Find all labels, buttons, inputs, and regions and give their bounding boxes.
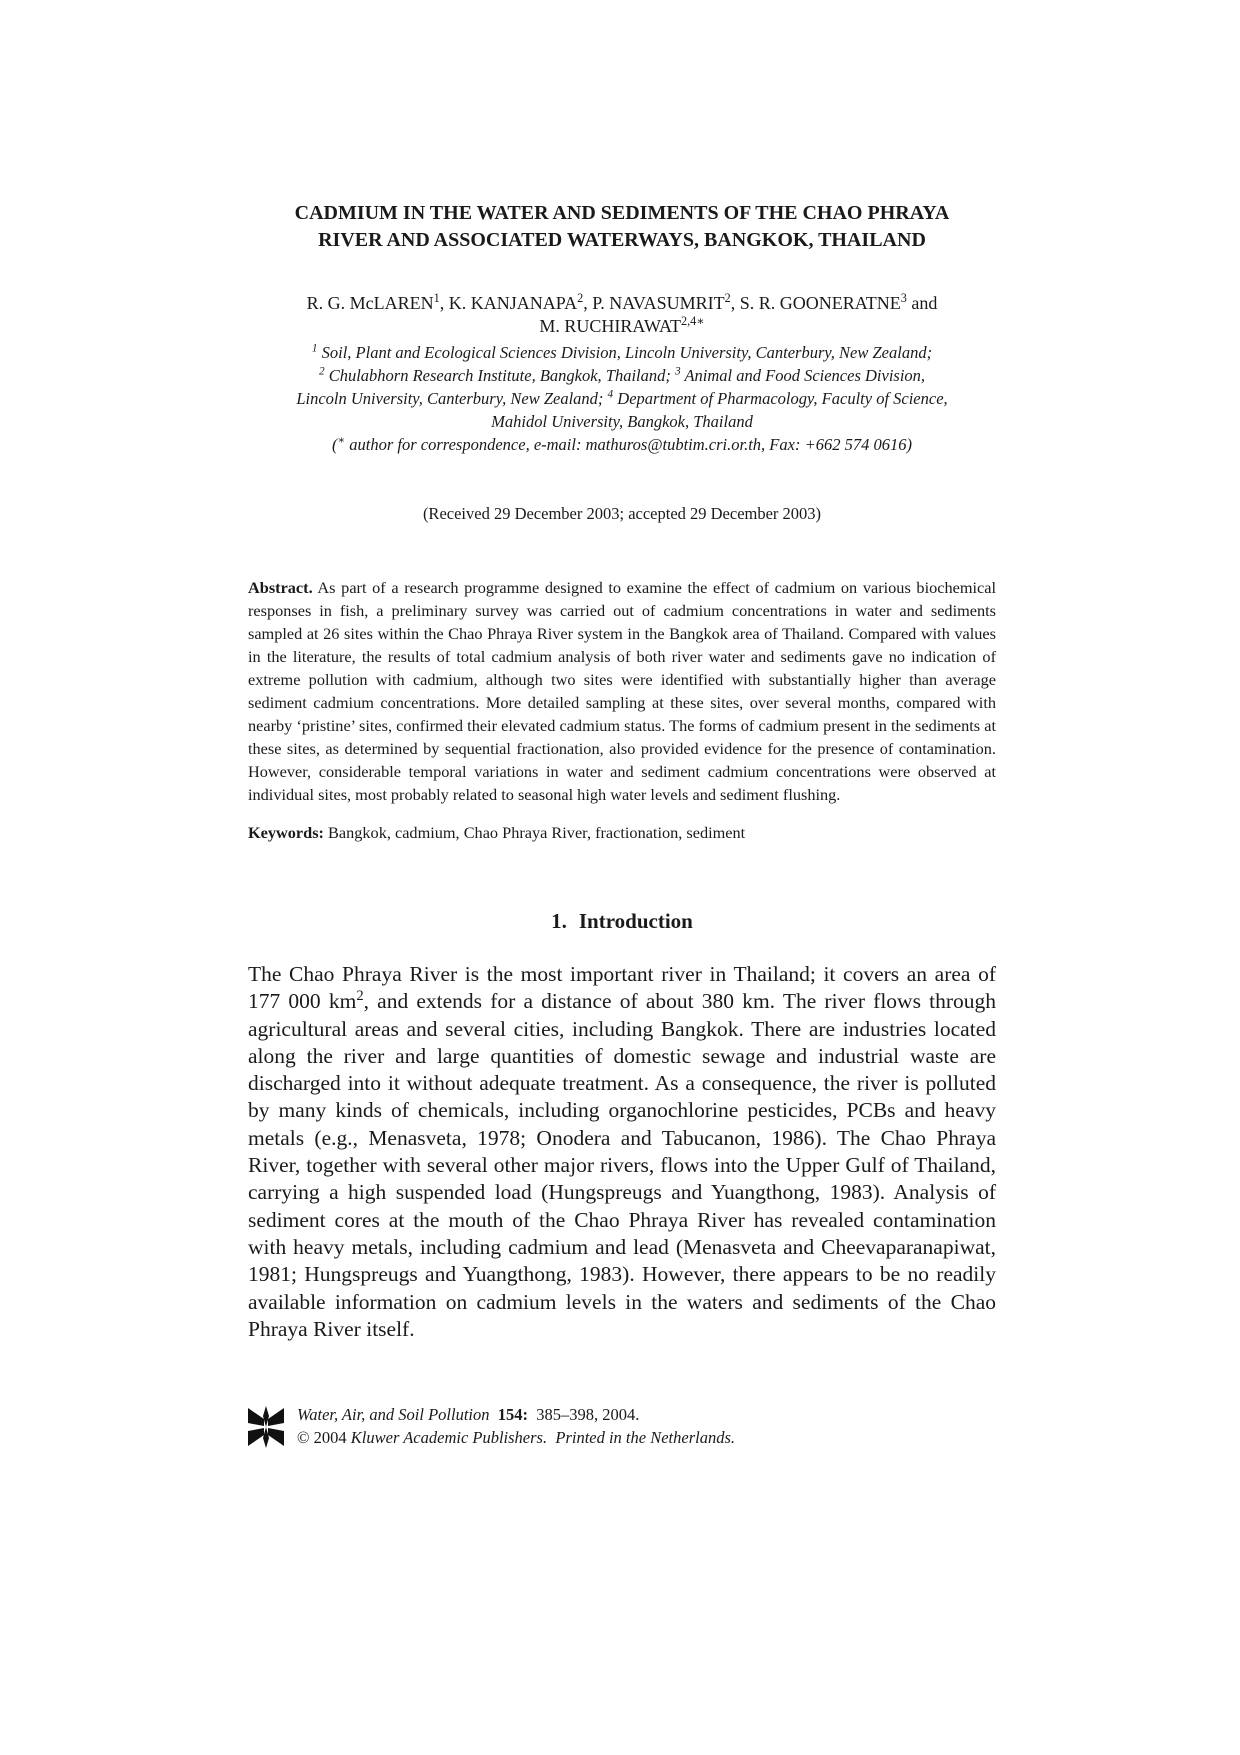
affiliation-line: $^2$ Chulabhorn Research Institute, Bangkok, Thailand; $^3$ Animal and Food Sciences Division, — [318, 365, 926, 385]
publisher-logo-icon — [248, 1406, 284, 1448]
received-dates: (Received 29 December 2003; accepted 29 December 2003) — [422, 504, 822, 523]
keywords — [248, 823, 996, 843]
affiliations — [248, 341, 996, 456]
affiliation-line: Lincoln University, Canterbury, New Zealand; $^4$ Department of Pharmacology, Faculty of Science, — [296, 388, 948, 408]
section-heading — [248, 909, 996, 934]
section-number: 1. — [551, 909, 567, 933]
author: M. $RUCHIRAWAT^{2,4∗}$ — [539, 314, 705, 336]
paper-title — [248, 200, 996, 254]
title-line-1: CADMIUM IN THE WATER AND SEDIMENTS OF THE CHAO PHRAYA — [294, 202, 950, 224]
paper-page — [248, 200, 996, 1343]
journal-citation: Water, Air, and Soil Pollution 154: 385–398, 2004. © 2004 Kluwer Academic Publishers. Printed in the Netherlands. — [297, 1405, 736, 1447]
journal-footer — [248, 1403, 996, 1463]
correspondence-note: (∗ author for correspondence, e-mail: mathuros@tubtim.cri.or.th, Fax: +662 574 0616) — [332, 434, 912, 454]
abstract-text: As part of a research programme designed to examine the effect of cadmium on various biochemical responses in fish, a preliminary survey was carried out of cadmium concentrations in water and sediments sampled at 26 sites within the Chao Phraya River system in the Bangkok area of Thailand. Compared with values in the literature, the results of total cadmium analysis of both river water and sediments gave no indication of extreme pollution with cadmium, although two sites were identified with substantially higher than average sediment cadmium concentrations. More detailed sampling at these sites, over several months, compared with nearby ‘pristine’ sites, confirmed their elevated cadmium status. The forms of cadmium present in the sediments at these sites, as determined by sequential fractionation, also provided evidence for the presence of contamination. However, considerable temporal variations in water and sediment cadmium concentrations were observed at individual sites, most probably related to seasonal high water levels and sediment flushing. — [248, 578, 996, 804]
author-list — [248, 292, 996, 338]
section-title: Introduction — [578, 909, 693, 933]
title-line-2: RIVER AND ASSOCIATED WATERWAYS, BANGKOK, THAILAND — [318, 229, 926, 251]
keywords-text: Bangkok, cadmium, Chao Phraya River, fractionation, sediment — [328, 823, 746, 842]
introduction-paragraph: The Chao Phraya River is the most important river in Thailand; it covers an area of 177 000 $km^2$, and extends for a distance of about 380 km. The river flows through agricultural areas and several cities, including Bangkok. There are industries located along the river and large quantities of domestic sewage and industrial waste are discharged into it without adequate treatment. As a consequence, the river is polluted by many kinds of chemicals, including organochlorine pesticides, PCBs and heavy metals (e.g., Menasveta, 1978; Onodera and Tabucanon, 1986). The Chao Phraya River, together with several other major rivers, flows into the Upper Gulf of Thailand, carrying a high suspended load (Hungspreugs and Yuangthong, 1983). Analysis of sediment cores at the mouth of the Chao Phraya River has revealed contamination with heavy metals, including cadmium and lead (Menasveta and Cheevaparanapiwat, 1981; Hungspreugs and Yuangthong, 1983). However, there appears to be no readily available information on cadmium levels in the waters and sediments of the Chao Phraya River itself. — [248, 962, 996, 1341]
affiliation-line: Mahidol University, Bangkok, Thailand — [491, 412, 753, 431]
keywords-label: Keywords: — [248, 823, 324, 842]
author: P. NAVASUMRIT$^2$, — [592, 291, 740, 313]
affiliation-line: $^1$ Soil, Plant and Ecological Sciences Division, Lincoln University, Canterbury, New Zealand; — [311, 342, 933, 362]
abstract — [248, 576, 996, 806]
author: K. KANJANAPA$^2$, — [448, 291, 593, 313]
abstract-label: Abstract. — [248, 578, 313, 597]
author: R. G. McLAREN$^1$, — [306, 291, 449, 313]
author: S. R. GOONERATNE$^3$ and — [739, 291, 938, 313]
